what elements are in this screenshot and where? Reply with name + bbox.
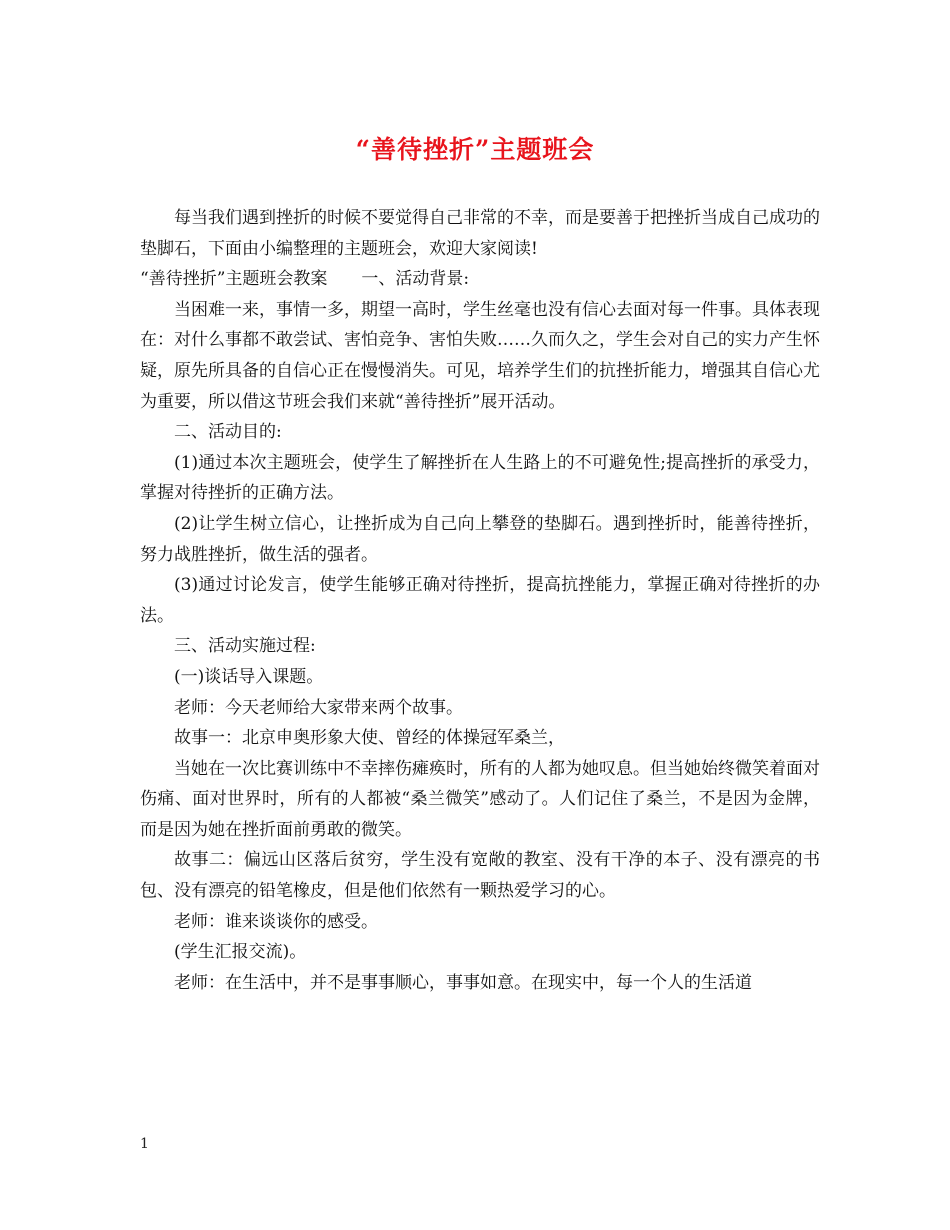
document-title: “善待挫折”主题班会 xyxy=(355,135,595,164)
paragraph-intro: 每当我们遇到挫折的时候不要觉得自己非常的不幸，而是要善于把挫折当成自己成功的垫脚石，下面由小编整理的主题班会，欢迎大家阅读! xyxy=(140,208,820,259)
paragraph-story-1-start: 故事一：北京申奥形象大使、曾经的体操冠军桑兰， xyxy=(174,728,565,749)
paragraph-lesson-plan-heading: “善待挫折”主题班会教案 一、活动背景: xyxy=(140,269,470,290)
paragraph-background: 当困难一来，事情一多，期望一高时，学生丝毫也没有信心去面对每一件事。具体表现在：对什么事都不敢尝试、害怕竞争、害怕失败……久而久之，学生会对自己的实力产生怀疑，原先所具备的自信心正在慢慢消失。可见，培养学生们的抗挫折能力，增强其自信心尤为重要，所以借这节班会我们来就“善待挫折”展开活动。 xyxy=(140,299,820,412)
paragraph-teacher-question: 老师：谁来谈谈你的感受。 xyxy=(174,911,378,932)
page-number: 1 xyxy=(140,1136,149,1152)
paragraph-story-2: 故事二：偏远山区落后贫穷，学生没有宽敞的教室、没有干净的本子、没有漂亮的书包、没有漂亮的铅笔橡皮，但是他们依然有一颗热爱学习的心。 xyxy=(140,850,820,902)
paragraph-step-1: (一)谈话导入课题。 xyxy=(174,666,324,687)
paragraph-goals-heading: 二、活动目的: xyxy=(174,422,282,443)
paragraph-goal-1: (1)通过本次主题班会，使学生了解挫折在人生路上的不可避免性;提高挫折的承受力，掌握对待挫折的正确方法。 xyxy=(140,452,820,504)
paragraph-goal-2: (2)让学生树立信心，让挫折成为自己向上攀登的垫脚石。遇到挫折时，能善待挫折，努力战胜挫折，做生活的强者。 xyxy=(140,513,820,565)
document-body xyxy=(140,203,820,998)
paragraph-goal-3: (3)通过讨论发言，使学生能够正确对待挫折，提高抗挫能力，掌握正确对待挫折的办法。 xyxy=(140,575,820,626)
paragraph-process-heading: 三、活动实施过程: xyxy=(174,636,316,657)
paragraph-student-report: (学生汇报交流)。 xyxy=(174,942,307,963)
paragraph-story-1-body: 当她在一次比赛训练中不幸摔伤瘫痪时，所有的人都为她叹息。但当她始终微笑着面对伤痛、面对世界时，所有的人都被“桑兰微笑”感动了。人们记住了桑兰，不是因为金牌，而是因为她在挫折面前勇敢的微笑。 xyxy=(140,758,820,840)
paragraph-teacher-intro: 老师：今天老师给大家带来两个故事。 xyxy=(174,697,463,718)
paragraph-teacher-summary: 老师：在生活中，并不是事事顺心，事事如意。在现实中，每一个人的生活道 xyxy=(174,972,752,993)
